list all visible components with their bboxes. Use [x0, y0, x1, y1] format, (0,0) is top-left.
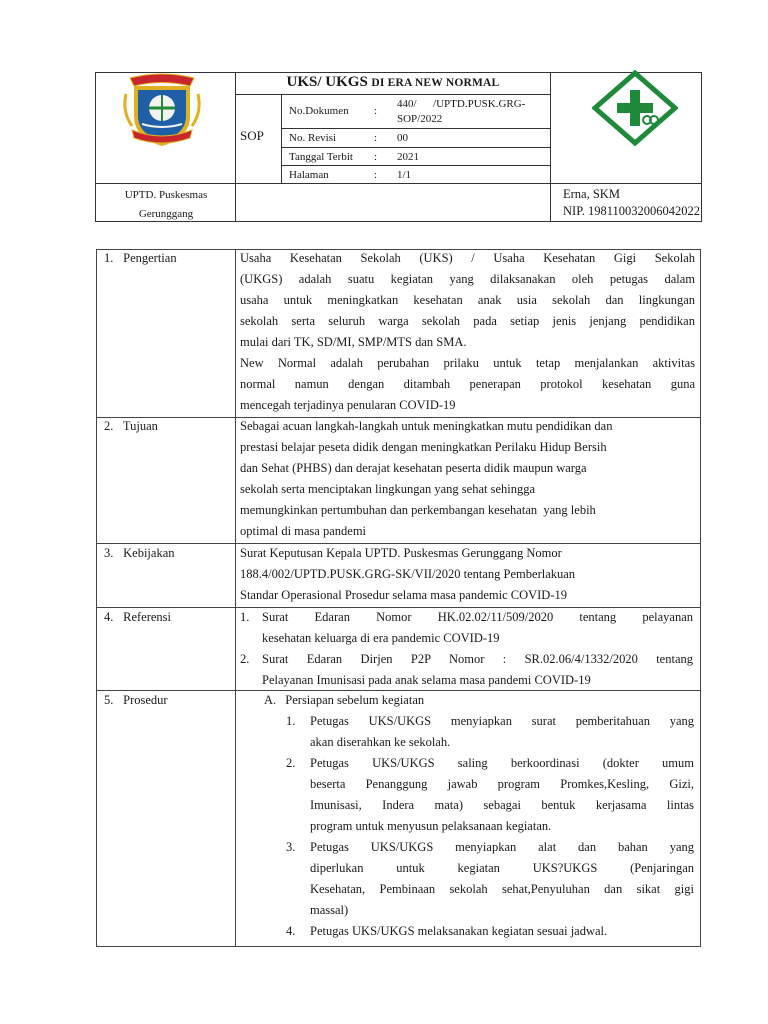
signer-block [563, 186, 700, 220]
field-sep: : [374, 151, 378, 163]
step-item [310, 753, 694, 837]
text-line: Petugas UKS/UKGS menyiapkan surat pemberitahuan yang [310, 714, 694, 728]
section-label-pengertian [104, 248, 177, 269]
text-line: dan Sehat (PHBS) dan derajat kesehatan peserta didik maupun warga [240, 461, 587, 475]
section-label-referensi [104, 607, 171, 628]
section-label-kebijakan [104, 543, 175, 564]
sub-letter: A. [264, 693, 277, 707]
list-item [262, 607, 693, 649]
field-sep: : [374, 105, 378, 117]
text-line: Petugas UKS/UKGS menyiapkan alat dan bahan yang [310, 840, 694, 854]
section-number: 1. [104, 251, 114, 265]
step-number: 4. [286, 924, 296, 938]
title-rest: DI ERA NEW NORMAL [371, 77, 500, 89]
section-title: Pengertian [123, 251, 177, 265]
title-main: UKS/ UKGS [286, 74, 368, 90]
city-crest-logo [120, 72, 204, 150]
text-line: massal) [310, 903, 349, 917]
text-line: usaha untuk meningkatkan kesehatan anak usia sekolah dan lingkungan [240, 293, 695, 307]
field-label-no-dokumen: No.Dokumen [289, 105, 349, 117]
list-number: 2. [240, 652, 250, 666]
text-line: sekolah serta seluruh warga sekolah pada setiap jenis jenjang pendidikan [240, 314, 695, 328]
unit-name-line-1: UPTD. Puskesmas [124, 189, 208, 201]
section-content-pengertian [240, 248, 695, 416]
unit-name [96, 186, 236, 224]
text-line: (UKGS) adalah suatu kegiatan yang dilaksanakan oleh petugas dalam [240, 272, 695, 286]
section-content-kebijakan [240, 543, 695, 606]
field-value-halaman: 1/1 [397, 169, 412, 181]
text-line: 188.4/002/UPTD.PUSK.GRG-SK/VII/2020 tentang Pemberlakuan [240, 567, 576, 581]
step-number: 1. [286, 714, 296, 728]
section-number: 3. [104, 546, 114, 560]
text-line: normal namun dengan ditambah penerapan protokol kesehatan guna [240, 377, 695, 391]
text-line: Usaha Kesehatan Sekolah (UKS) / Usaha Kesehatan Gigi Sekolah [240, 251, 695, 265]
text-line: Sebagai acuan langkah-langkah untuk meningkatkan mutu pendidikan dan [240, 419, 613, 433]
text-line: Surat Edaran Nomor HK.02.02/11/509/2020 tentang pelayanan [262, 610, 693, 624]
field-label-tanggal-terbit: Tanggal Terbit [289, 151, 353, 163]
unit-name-line-2: Gerunggang [138, 208, 194, 220]
text-line: sekolah serta menciptakan lingkungan yang sehat sehingga [240, 482, 536, 496]
text-line: optimal di masa pandemi [240, 524, 367, 538]
field-label-halaman: Halaman [289, 169, 329, 181]
field-label-no-revisi: No. Revisi [289, 132, 337, 144]
step-item [310, 921, 694, 942]
text-line: beserta Penanggung jawab program Promkes,Kesling, Gizi, [310, 777, 694, 791]
sub-title: Persiapan sebelum kegiatan [285, 693, 425, 707]
text-line: prestasi belajar peseta didik dengan meningkatkan Perilaku Hidup Bersih [240, 440, 607, 454]
field-sep: : [374, 169, 378, 181]
text-line: program untuk menyusun pelaksanaan kegiatan. [310, 819, 552, 833]
document-title [236, 72, 550, 94]
text-line: New Normal adalah perubahan prilaku untuk tetap menjalankan aktivitas [240, 356, 695, 370]
list-number: 1. [240, 610, 250, 624]
step-item [310, 711, 694, 753]
field-value-no-revisi: 00 [397, 132, 408, 144]
section-title: Prosedur [123, 693, 168, 707]
text-line: Surat Edaran Dirjen P2P Nomor : SR.02.06/4/1332/2020 tentang [262, 652, 693, 666]
text-line: Kesehatan, Pembinaan sekolah sehat,Penyuluhan dan sikat gigi [310, 882, 694, 896]
text-line: kesehatan keluarga di era pandemic COVID-19 [262, 631, 500, 645]
field-sep: : [374, 132, 378, 144]
field-value-tanggal-terbit: 2021 [397, 151, 419, 163]
section-title: Referensi [123, 610, 172, 624]
text-line: mulai dari TK, SD/MI, SMP/MTS dan SMA. [240, 335, 467, 349]
section-number: 4. [104, 610, 114, 624]
prosedur-subheading [264, 690, 694, 711]
field-value-no-dokumen: 440/ /UPTD.PUSK.GRG- [397, 98, 526, 110]
section-label-tujuan [104, 416, 158, 437]
field-value-no-dokumen-2: SOP/2022 [397, 113, 443, 125]
section-number: 5. [104, 693, 114, 707]
text-line: memungkinkan pertumbuhan dan perkembangan kesehatan yang lebih [240, 503, 596, 517]
signer-nip: NIP. 198110032006042022 [563, 204, 701, 218]
list-item [262, 649, 693, 691]
text-line: Imunisasi, Indera mata) sebagai bentuk kerjasama lintas [310, 798, 694, 812]
step-number: 2. [286, 756, 296, 770]
text-line: akan diserahkan ke sekolah. [310, 735, 451, 749]
text-line: Standar Operasional Prosedur selama masa pandemic COVID-19 [240, 588, 567, 602]
signer-name: Erna, SKM [563, 187, 620, 201]
step-number: 3. [286, 840, 296, 854]
text-line: Pelayanan Imunisasi pada anak selama masa pandemi COVID-19 [262, 673, 591, 687]
text-line: diperlukan untuk kegiatan UKS?UKGS (Penjaringan [310, 861, 694, 875]
section-title: Tujuan [122, 419, 158, 433]
text-line: mencegah terjadinya penularan COVID-19 [240, 398, 456, 412]
section-content-tujuan [240, 416, 695, 542]
prosedur-steps [286, 711, 694, 941]
section-content-referensi [240, 607, 695, 691]
sop-label: SOP [240, 128, 264, 143]
section-title: Kebijakan [123, 546, 175, 560]
step-item [310, 837, 694, 921]
text-line: Petugas UKS/UKGS saling berkoordinasi (dokter umum [310, 756, 694, 770]
puskesmas-logo [592, 70, 678, 146]
section-number: 2. [104, 419, 114, 433]
text-line: Surat Keputusan Kepala UPTD. Puskesmas Gerunggang Nomor [240, 546, 562, 560]
text-line: Petugas UKS/UKGS melaksanakan kegiatan sesuai jadwal. [310, 924, 608, 938]
section-label-prosedur [104, 690, 168, 711]
